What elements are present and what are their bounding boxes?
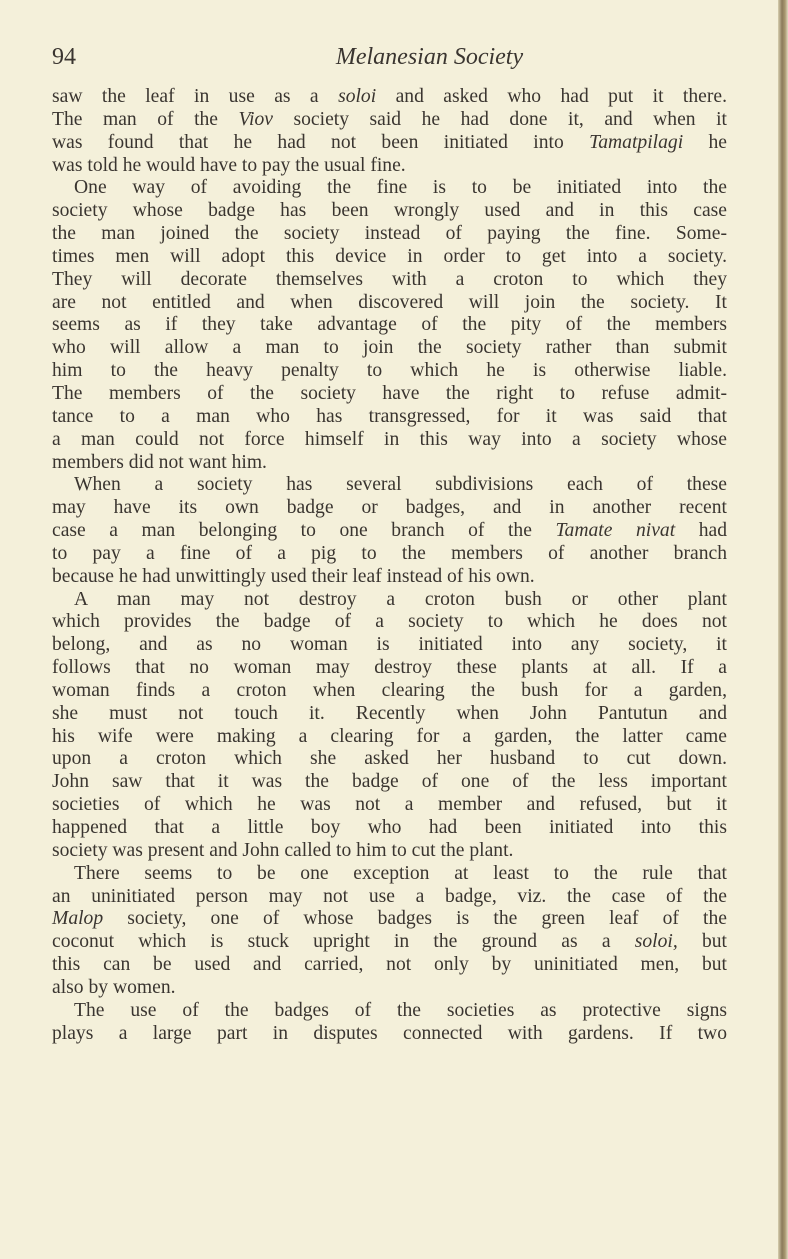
page-number: 94: [52, 44, 76, 70]
text-line: [52, 794, 727, 817]
text-segment: also by women.: [52, 976, 176, 998]
text-line: [52, 908, 727, 931]
text-line: [52, 109, 727, 132]
text-segment: to pay a fine of a pig to the members of another branch: [52, 542, 727, 564]
text-segment: happened that a little boy who had been initiated into this: [52, 817, 727, 838]
book-spine-edge: [778, 0, 788, 1259]
text-line: [52, 246, 727, 269]
text-segment: society was present and John called to him to cut the plant.: [52, 839, 514, 861]
text-segment: society whose badge has been wrongly used and in this case: [52, 200, 727, 222]
text-segment: members did not want him.: [52, 451, 267, 473]
text-line: [52, 840, 727, 863]
text-line: [52, 86, 727, 109]
text-segment: When a society has several subdivisions each of these: [74, 474, 727, 496]
text-segment: seems as if they take advantage of the pity of the members: [52, 314, 727, 336]
text-line: [52, 177, 727, 200]
text-segment: he: [683, 131, 727, 153]
page-header: [52, 44, 727, 78]
text-line: [52, 155, 727, 178]
text-segment: times men will adopt this device in order to get into a society.: [52, 245, 727, 267]
text-segment: follows that no woman may destroy these plants at all. If a: [52, 657, 727, 679]
italic-term: Tamatpilagi: [589, 131, 684, 153]
text-line: [52, 360, 727, 383]
text-segment: his wife were making a clearing for a garden, the latter came: [52, 725, 727, 747]
text-line: [52, 589, 727, 612]
text-line: [52, 680, 727, 703]
text-segment: woman finds a croton when clearing the bush for a garden,: [52, 679, 727, 701]
text-segment: John saw that it was the badge of one of the less important: [52, 771, 727, 793]
text-line: [52, 771, 727, 794]
text-segment: had: [675, 520, 727, 542]
text-segment: The members of the society have the right to refuse admit-: [52, 382, 727, 404]
text-segment: They will decorate themselves with a croton to which they: [52, 268, 727, 290]
text-segment: a man could not force himself in this way into a society whose: [52, 428, 727, 450]
text-line: [52, 634, 727, 657]
text-line: [52, 726, 727, 749]
text-segment: this can be used and carried, not only by uninitiated men, but: [52, 954, 727, 976]
text-segment: was found that he had not been initiated into: [52, 131, 590, 153]
text-segment: upon a croton which she asked her husband to cut down.: [52, 748, 727, 770]
text-segment: was told he would have to pay the usual fine.: [52, 154, 406, 176]
text-segment: the man joined the society instead of paying the fine. Some-: [52, 223, 727, 245]
text-segment: societies of which he was not a member and refused, but it: [52, 794, 727, 816]
text-line: [52, 863, 727, 886]
text-segment: case a man belonging to one branch of the: [52, 520, 556, 542]
text-line: [52, 703, 727, 726]
text-segment: him to the heavy penalty to which he is otherwise liable.: [52, 360, 727, 382]
text-segment: There seems to be one exception at least to the rule that: [74, 862, 727, 884]
text-segment: saw the leaf in use as a: [52, 86, 339, 107]
text-segment: an uninitiated person may not use a badge, viz. the case of the: [52, 885, 727, 907]
page-body-text: [52, 86, 727, 1045]
text-segment: society said he had done it, and when it: [272, 108, 727, 130]
italic-term: Tamate nivat: [555, 520, 676, 542]
text-line: [52, 269, 727, 292]
italic-term: soloi: [338, 86, 377, 107]
text-segment: tance to a man who has transgressed, for it was said that: [52, 405, 727, 427]
text-line: [52, 520, 727, 543]
text-line: [52, 406, 727, 429]
text-line: [52, 1023, 727, 1046]
italic-term: Viov: [238, 108, 273, 130]
text-line: [52, 200, 727, 223]
text-segment: which provides the badge of a society to which he does not: [52, 611, 727, 633]
text-line: [52, 977, 727, 1000]
text-segment: coconut which is stuck upright in the ground as a: [52, 931, 635, 953]
text-segment: belong, and as no woman is initiated into any society, it: [52, 634, 727, 656]
italic-term: soloi,: [634, 931, 678, 953]
text-line: [52, 429, 727, 452]
text-line: [52, 383, 727, 406]
text-line: [52, 132, 727, 155]
text-segment: who will allow a man to join the society rather than submit: [52, 337, 727, 359]
text-line: [52, 748, 727, 771]
text-segment: because he had unwittingly used their leaf instead of his own.: [52, 565, 535, 587]
text-line: [52, 611, 727, 634]
text-line: [52, 337, 727, 360]
text-segment: society, one of whose badges is the green leaf of the: [103, 908, 727, 930]
text-segment: but: [677, 931, 727, 953]
text-line: [52, 292, 727, 315]
running-title: Melanesian Society: [335, 44, 524, 70]
text-segment: and asked who had put it there.: [376, 86, 727, 107]
text-line: [52, 817, 727, 840]
text-segment: One way of avoiding the fine is to be initiated into the: [74, 177, 727, 199]
text-segment: are not entitled and when discovered will join the society. It: [52, 291, 727, 313]
text-line: [52, 657, 727, 680]
text-line: [52, 474, 727, 497]
text-segment: The man of the: [52, 108, 239, 130]
text-line: [52, 452, 727, 475]
text-line: [52, 314, 727, 337]
text-segment: A man may not destroy a croton bush or other plant: [74, 588, 727, 610]
text-line: [52, 1000, 727, 1023]
text-line: [52, 223, 727, 246]
text-line: [52, 543, 727, 566]
text-line: [52, 954, 727, 977]
italic-term: Malop: [52, 908, 104, 930]
text-segment: The use of the badges of the societies as protective signs: [74, 999, 727, 1021]
text-line: [52, 886, 727, 909]
text-segment: may have its own badge or badges, and in another recent: [52, 497, 727, 519]
text-segment: plays a large part in disputes connected with gardens. If two: [52, 1022, 727, 1044]
text-line: [52, 497, 727, 520]
text-line: [52, 931, 727, 954]
text-line: [52, 566, 727, 589]
text-segment: she must not touch it. Recently when John Pantutun and: [52, 702, 727, 724]
